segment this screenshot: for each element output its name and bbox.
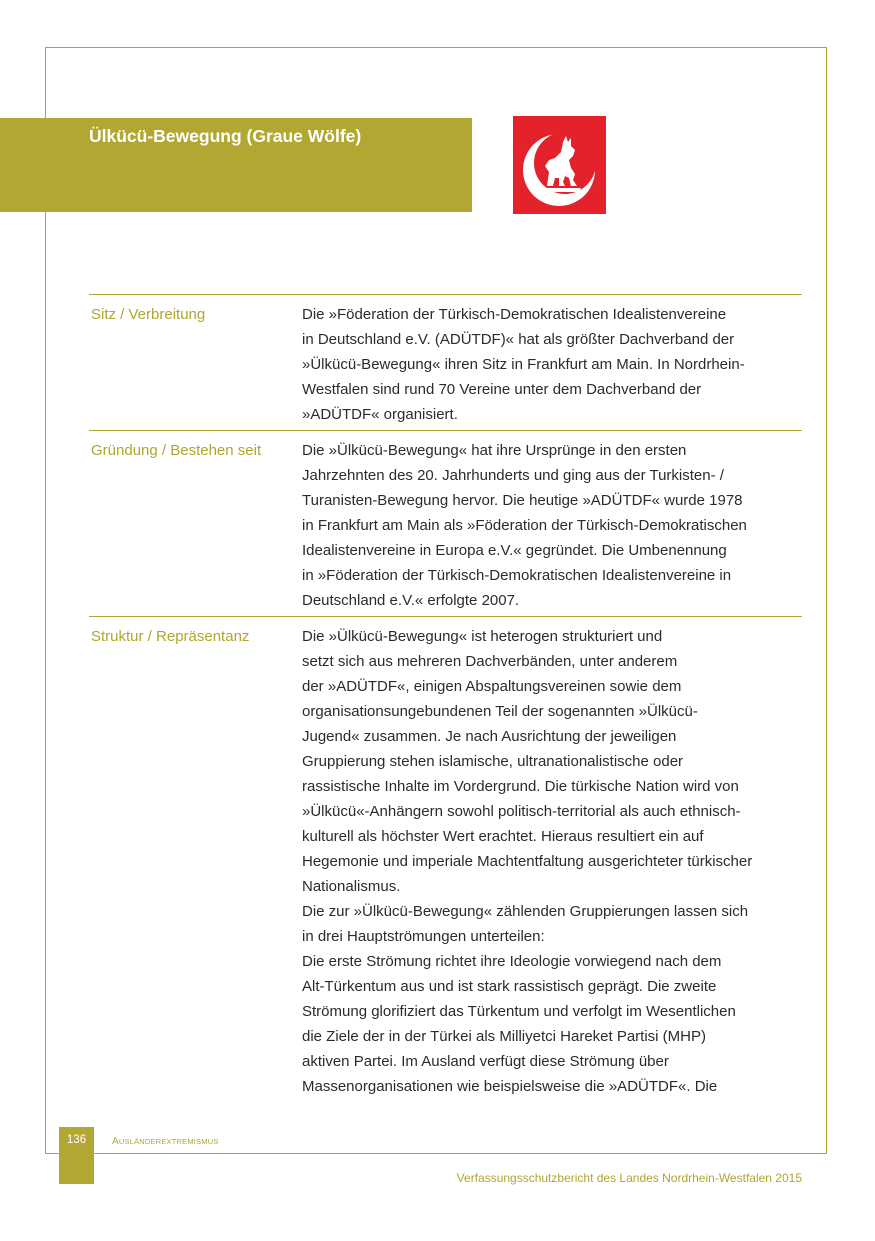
row-text: Die »Ülkücü-Bewegung« hat ihre Ursprünge in den ersten Jahrzehnten des 20. Jahrhunderts und ging aus der Turkisten- / Turanisten-Bewegung hervor. Die heutige »ADÜTDF« wurde 1978 in Frankfurt am Main als »Föderation der Türkisch-Demokratischen Idealistenvereine in Europa e.V.« gegründet. Die Umbenennung in »Föderation der Türkisch-Demokratischen Idealistenvereine in Deutschland e.V.« erfolgte 2007. <box>302 442 747 609</box>
table-row <box>89 616 802 1102</box>
section-name: AUSLÄNDEREXTREMISMUS <box>112 1136 219 1147</box>
table-row <box>89 430 802 616</box>
table-row <box>89 294 802 430</box>
page-number-tab <box>59 1127 94 1184</box>
row-text: Die »Föderation der Türkisch-Demokratischen Idealistenvereine in Deutschland e.V. (ADÜTDF)« hat als größter Dachverband der »Ülkücü-Bewegung« ihren Sitz in Frankfurt am Main. In Nordrhein- Westfalen sind rund 70 Vereine unter dem Dachverband der »ADÜTDF« organisiert. <box>302 306 745 423</box>
row-text: Die »Ülkücü-Bewegung« ist heterogen strukturiert und setzt sich aus mehreren Dachverbänden, unter anderem der »ADÜTDF«, einigen Abspaltungsvereinen sowie dem organisationsungebundenen Teil der sogenannten »Ülkücü- Jugend« zusammen. Je nach Ausrichtung der jeweiligen Gruppierung stehen islamische, ultranationalistische oder rassistische Inhalte im Vordergrund. Die türkische Nation wird von »Ülkücü«-Anhängern sowohl politisch-territorial als auch ethnisch- kulturell als höchster Wert erachtet. Hieraus resultiert ein auf Hegemonie und imperiale Machtentfaltung ausgerichteter türkischer Nationalismus. Die zur »Ülkücü-Bewegung« zählenden Gruppierungen lassen sich in drei Hauptströmungen unterteilen: Die erste Strömung richtet ihre Ideologie vorwiegend nach dem Alt-Türkentum aus und ist stark rassistisch geprägt. Die zweite Strömung glorifiziert das Türkentum und verfolgt im Wesentlichen die Ziele der in der Türkei als Milliyetci Hareket Partisi (MHP) aktiven Partei. Im Ausland verfügt diese Strömung über Massenorganisationen wie beispielsweise die »ADÜTDF«. Die <box>302 628 753 1095</box>
report-title: Verfassungsschutzbericht des Landes Nordrhein-Westfalen 2015 <box>456 1171 802 1185</box>
info-table <box>89 294 802 1102</box>
row-label: Sitz / Verbreitung <box>91 306 206 323</box>
grey-wolf-emblem-icon <box>513 116 606 214</box>
row-label: Struktur / Repräsentanz <box>91 628 250 645</box>
row-label: Gründung / Bestehen seit <box>91 442 262 459</box>
page-number: 136 <box>66 1134 87 1146</box>
title-band <box>0 118 472 212</box>
page-title: Ülkücü-Bewegung (Graue Wölfe) <box>89 126 362 146</box>
